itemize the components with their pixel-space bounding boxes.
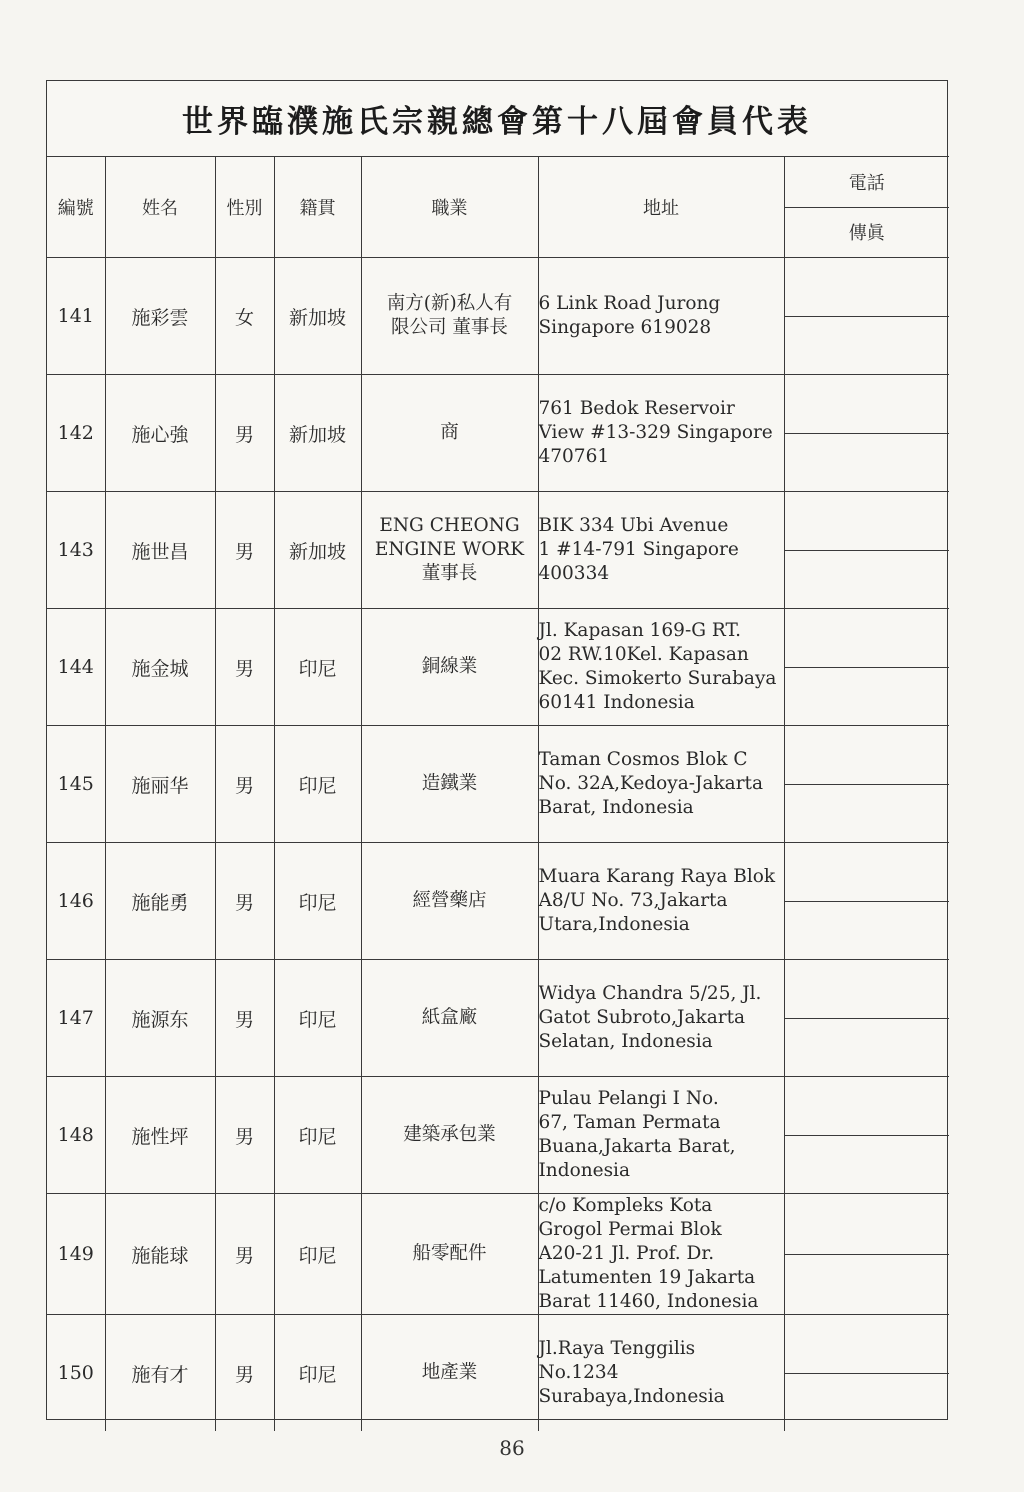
row-number: 147 xyxy=(47,960,105,1077)
row-occupation: 船零配件 xyxy=(361,1194,538,1315)
table-header-row xyxy=(47,157,949,258)
row-name: 施有才 xyxy=(105,1315,215,1432)
row-fax-cell xyxy=(785,902,950,960)
row-number: 144 xyxy=(47,609,105,726)
row-fax-cell xyxy=(785,317,950,375)
table-row xyxy=(47,726,949,843)
row-origin: 新加坡 xyxy=(274,258,361,375)
row-occupation: 地產業 xyxy=(361,1315,538,1432)
row-name: 施能球 xyxy=(105,1194,215,1315)
row-name: 施世昌 xyxy=(105,492,215,609)
row-fax-cell xyxy=(785,668,950,726)
row-occupation: 造鐵業 xyxy=(361,726,538,843)
row-number: 149 xyxy=(47,1194,105,1315)
header-gender: 性別 xyxy=(215,157,274,258)
row-origin: 印尼 xyxy=(274,960,361,1077)
row-gender: 男 xyxy=(215,726,274,843)
header-fax: 傳眞 xyxy=(848,223,885,245)
row-address: 761 Bedok Reservoir View #13-329 Singapore 470761 xyxy=(538,375,784,492)
row-origin: 印尼 xyxy=(274,843,361,960)
table-row xyxy=(47,1194,949,1315)
row-gender: 男 xyxy=(215,1194,274,1315)
row-occupation: 商 xyxy=(361,375,538,492)
row-gender: 男 xyxy=(215,375,274,492)
row-phone-cell xyxy=(785,726,950,785)
row-address: Taman Cosmos Blok C No. 32A,Kedoya-Jakarta Barat, Indonesia xyxy=(538,726,784,843)
row-contact xyxy=(784,492,949,609)
table-row xyxy=(47,960,949,1077)
row-contact xyxy=(784,726,949,843)
row-occupation: 紙盒廠 xyxy=(361,960,538,1077)
row-contact xyxy=(784,1077,949,1194)
row-occupation: ENG CHEONG ENGINE WORK 董事長 xyxy=(361,492,538,609)
row-origin: 印尼 xyxy=(274,1077,361,1194)
row-fax-cell xyxy=(785,1374,950,1432)
row-address: Jl.Raya Tenggilis No.1234 Surabaya,Indonesia xyxy=(538,1315,784,1432)
row-number: 145 xyxy=(47,726,105,843)
header-phone: 電話 xyxy=(785,157,950,208)
table-body xyxy=(47,258,949,1432)
row-address: Widya Chandra 5/25, Jl. Gatot Subroto,Jakarta Selatan, Indonesia xyxy=(538,960,784,1077)
row-name: 施源东 xyxy=(105,960,215,1077)
row-occupation: 南方(新)私人有 限公司 董事長 xyxy=(361,258,538,375)
row-origin: 新加坡 xyxy=(274,375,361,492)
row-contact xyxy=(784,375,949,492)
header-name: 姓名 xyxy=(105,157,215,258)
row-gender: 男 xyxy=(215,492,274,609)
row-gender: 男 xyxy=(215,1315,274,1432)
row-phone-cell xyxy=(785,1196,950,1255)
member-table-frame xyxy=(46,80,948,1420)
row-number: 148 xyxy=(47,1077,105,1194)
row-address: BIK 334 Ubi Avenue 1 #14-791 Singapore 400334 xyxy=(538,492,784,609)
row-number: 141 xyxy=(47,258,105,375)
row-origin: 新加坡 xyxy=(274,492,361,609)
row-fax-cell xyxy=(785,1255,950,1313)
row-fax-cell xyxy=(785,551,950,609)
row-contact xyxy=(784,609,949,726)
header-origin: 籍貫 xyxy=(274,157,361,258)
row-name: 施能勇 xyxy=(105,843,215,960)
row-gender: 男 xyxy=(215,1077,274,1194)
row-number: 142 xyxy=(47,375,105,492)
header-address: 地址 xyxy=(538,157,784,258)
row-phone-cell xyxy=(785,258,950,317)
row-contact xyxy=(784,960,949,1077)
row-phone-cell xyxy=(785,375,950,434)
page-number: 86 xyxy=(499,1436,525,1460)
row-name: 施心強 xyxy=(105,375,215,492)
row-phone-cell xyxy=(785,960,950,1019)
table-row xyxy=(47,843,949,960)
row-name: 施丽华 xyxy=(105,726,215,843)
row-gender: 男 xyxy=(215,960,274,1077)
row-phone-cell xyxy=(785,1077,950,1136)
row-contact xyxy=(784,843,949,960)
row-fax-cell xyxy=(785,785,950,843)
row-occupation: 經營藥店 xyxy=(361,843,538,960)
table-row xyxy=(47,492,949,609)
row-address: Muara Karang Raya Blok A8/U No. 73,Jakarta Utara,Indonesia xyxy=(538,843,784,960)
header-contact xyxy=(784,157,949,258)
row-origin: 印尼 xyxy=(274,609,361,726)
row-gender: 男 xyxy=(215,843,274,960)
row-gender: 男 xyxy=(215,609,274,726)
table-row xyxy=(47,375,949,492)
row-phone-cell xyxy=(785,843,950,902)
row-origin: 印尼 xyxy=(274,1315,361,1432)
header-occupation: 職業 xyxy=(361,157,538,258)
row-name: 施彩雲 xyxy=(105,258,215,375)
table-row xyxy=(47,609,949,726)
row-occupation: 銅線業 xyxy=(361,609,538,726)
table-row xyxy=(47,1077,949,1194)
row-name: 施金城 xyxy=(105,609,215,726)
document-title: 世界臨濮施氏宗親總會第十八屆會員代表 xyxy=(182,104,812,140)
row-number: 143 xyxy=(47,492,105,609)
row-gender: 女 xyxy=(215,258,274,375)
row-occupation: 建築承包業 xyxy=(361,1077,538,1194)
row-phone-cell xyxy=(785,492,950,551)
row-number: 150 xyxy=(47,1315,105,1432)
row-address: c/o Kompleks Kota Grogol Permai Blok A20-21 Jl. Prof. Dr. Latumenten 19 Jakarta Barat 11460, Indonesia xyxy=(538,1194,784,1315)
row-phone-cell xyxy=(785,609,950,668)
row-fax-cell xyxy=(785,434,950,492)
row-fax-cell xyxy=(785,1136,950,1194)
table-row xyxy=(47,258,949,375)
row-address: Pulau Pelangi I No. 67, Taman Permata Buana,Jakarta Barat, Indonesia xyxy=(538,1077,784,1194)
member-table xyxy=(47,156,949,1431)
row-fax-cell xyxy=(785,1019,950,1077)
row-address: Jl. Kapasan 169-G RT. 02 RW.10Kel. Kapasan Kec. Simokerto Surabaya 60141 Indonesia xyxy=(538,609,784,726)
row-phone-cell xyxy=(785,1315,950,1374)
row-number: 146 xyxy=(47,843,105,960)
header-number: 編號 xyxy=(47,157,105,258)
row-contact xyxy=(784,258,949,375)
row-address: 6 Link Road Jurong Singapore 619028 xyxy=(538,258,784,375)
row-name: 施性坪 xyxy=(105,1077,215,1194)
table-row xyxy=(47,1315,949,1432)
row-contact xyxy=(784,1194,949,1315)
row-origin: 印尼 xyxy=(274,1194,361,1315)
row-origin: 印尼 xyxy=(274,726,361,843)
row-contact xyxy=(784,1315,949,1432)
